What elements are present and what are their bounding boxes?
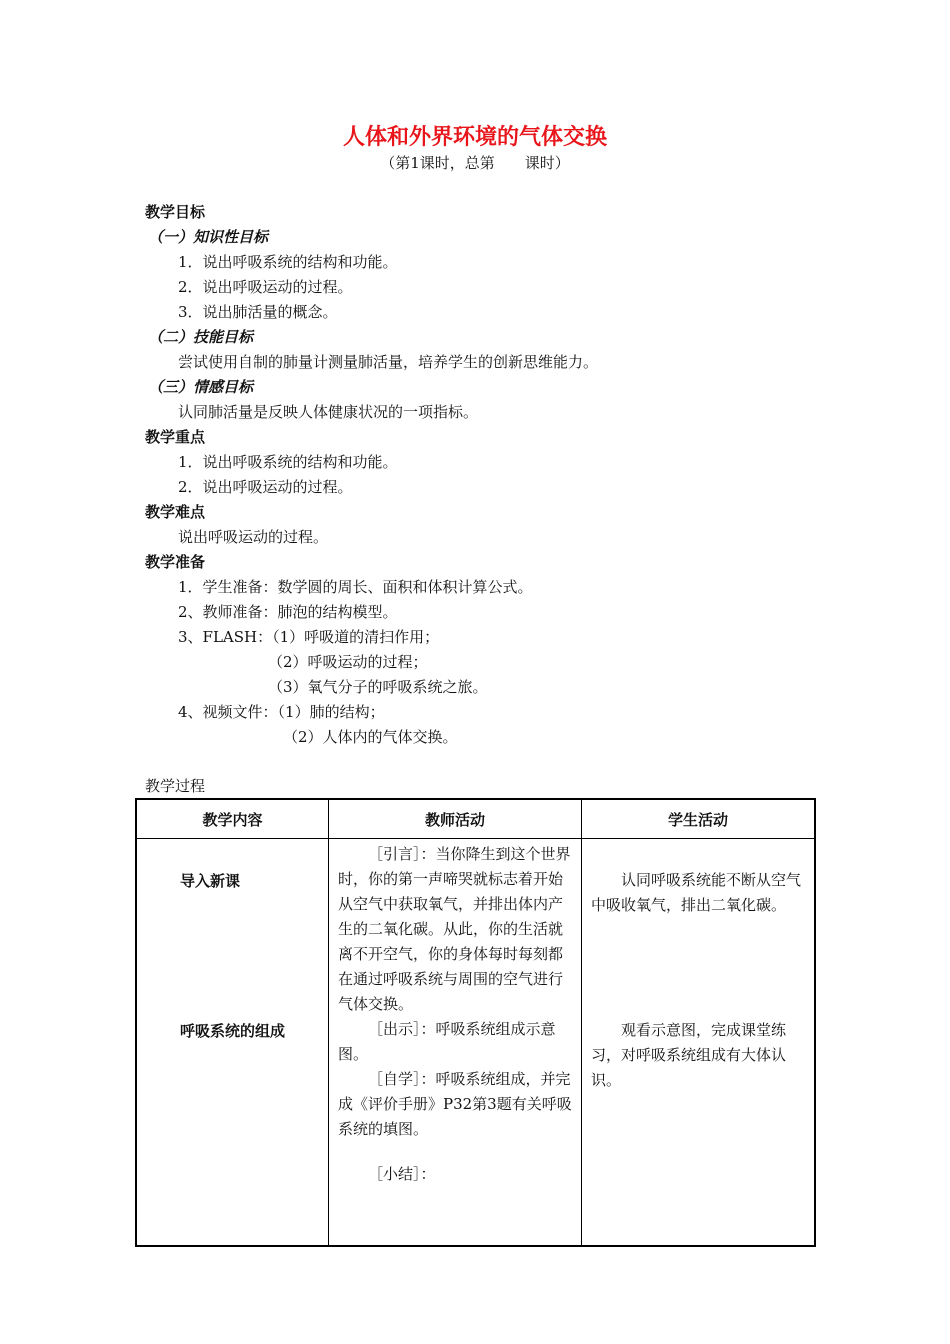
skill-heading: （二）技能目标 [148, 328, 254, 346]
difficult-text: 说出呼吸运动的过程。 [178, 528, 329, 546]
document-subtitle: （第1课时，总第 课时） [380, 154, 570, 172]
table-row [136, 839, 815, 1247]
prep-item: （2）人体内的气体交换。 [283, 728, 458, 746]
goals-heading: 教学目标 [145, 203, 206, 221]
process-label: 教学过程 [145, 777, 206, 795]
content-item: 呼吸系统的组成 [180, 1022, 286, 1040]
knowledge-item: 2．说出呼吸运动的过程。 [178, 278, 353, 296]
table-header-row [136, 799, 815, 839]
teacher-paragraph: ［引言］：当你降生到这个世界时，你的第一声啼哭就标志着开始从空气中获取氧气，并排出体内产生的二氧化碳。从此，你的生活就离不开空气，你的身体每时每刻都在通过呼吸系统与周围的空气进行气体交换。 [338, 845, 571, 1013]
prep-item: （3）氧气分子的呼吸系统之旅。 [268, 678, 488, 696]
process-table [135, 798, 816, 1247]
knowledge-item: 3．说出肺活量的概念。 [178, 303, 338, 321]
header-student: 学生活动 [582, 799, 816, 839]
key-item: 1．说出呼吸系统的结构和功能。 [178, 453, 398, 471]
header-teacher: 教师活动 [329, 799, 582, 839]
difficult-heading: 教学难点 [145, 503, 206, 521]
content-cell [136, 839, 329, 1247]
header-content: 教学内容 [136, 799, 329, 839]
prep-heading: 教学准备 [145, 553, 206, 571]
knowledge-item: 1．说出呼吸系统的结构和功能。 [178, 253, 398, 271]
student-paragraph: 认同呼吸系统能不断从空气中吸收氧气，排出二氧化碳。 [591, 871, 802, 914]
teacher-cell [329, 839, 582, 1247]
emotion-heading: （三）情感目标 [148, 378, 254, 396]
prep-item: 2、教师准备：肺泡的结构模型。 [178, 603, 398, 621]
knowledge-heading: （一）知识性目标 [148, 228, 269, 246]
prep-item: 4、视频文件：（1）肺的结构； [178, 703, 385, 721]
teacher-paragraph: ［出示］：呼吸系统组成示意图。 [338, 1020, 556, 1063]
document-title: 人体和外界环境的气体交换 [342, 125, 607, 150]
prep-item: （2）呼吸运动的过程； [268, 653, 428, 671]
teacher-paragraph: ［自学］：呼吸系统组成，并完成《评价手册》P32第3题有关呼吸系统的填图。 [338, 1070, 572, 1138]
prep-item: 3、FLASH：（1）呼吸道的清扫作用； [178, 628, 440, 646]
student-paragraph: 观看示意图，完成课堂练习，对呼吸系统组成有大体认识。 [591, 1021, 787, 1089]
key-heading: 教学重点 [145, 428, 206, 446]
skill-text: 尝试使用自制的肺量计测量肺活量，培养学生的创新思维能力。 [178, 353, 599, 371]
prep-item: 1．学生准备：数学圆的周长、面积和体积计算公式。 [178, 578, 533, 596]
student-cell [582, 839, 816, 1247]
key-item: 2．说出呼吸运动的过程。 [178, 478, 353, 496]
emotion-text: 认同肺活量是反映人体健康状况的一项指标。 [178, 403, 479, 421]
content-item: 导入新课 [180, 872, 241, 890]
teacher-paragraph: ［小结］： [368, 1165, 436, 1183]
